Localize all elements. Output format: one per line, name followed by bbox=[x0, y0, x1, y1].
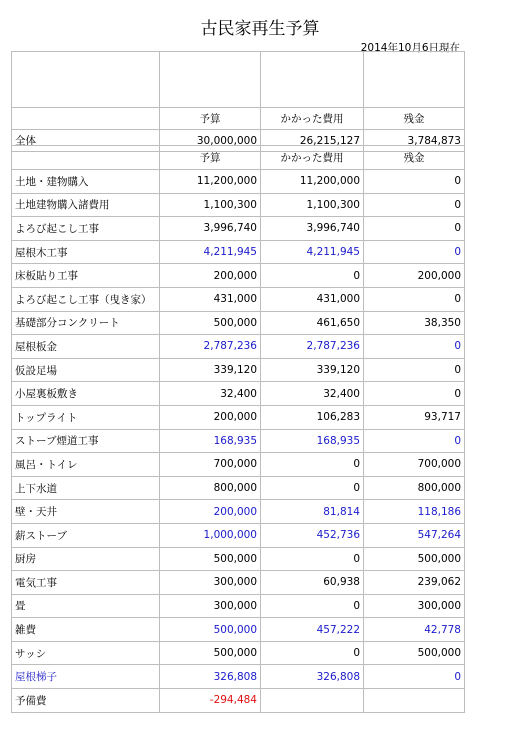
header-spent: かかった費用 bbox=[261, 108, 364, 130]
row-remaining bbox=[364, 689, 465, 713]
row-budget: 339,120 bbox=[160, 358, 261, 382]
row-budget: 326,808 bbox=[160, 665, 261, 689]
row-remaining: 93,717 bbox=[364, 405, 465, 429]
blank-cell bbox=[364, 52, 465, 108]
row-budget: 700,000 bbox=[160, 453, 261, 477]
blank-cell bbox=[12, 52, 160, 108]
row-label: 上下水道 bbox=[12, 476, 160, 500]
row-label: 予備費 bbox=[12, 689, 160, 713]
summary-table bbox=[11, 51, 465, 152]
row-remaining: 239,062 bbox=[364, 571, 465, 595]
row-budget: 168,935 bbox=[160, 429, 261, 453]
row-remaining: 0 bbox=[364, 429, 465, 453]
row-label: 床板貼り工事 bbox=[12, 264, 160, 288]
row-label: 屋根梯子 bbox=[12, 665, 160, 689]
row-label: 電気工事 bbox=[12, 571, 160, 595]
row-budget: 1,100,300 bbox=[160, 193, 261, 217]
table-row bbox=[12, 453, 465, 477]
row-spent: 168,935 bbox=[261, 429, 364, 453]
table-row bbox=[12, 618, 465, 642]
summary-blank-row bbox=[12, 52, 465, 108]
table-row bbox=[12, 335, 465, 359]
row-remaining: 0 bbox=[364, 287, 465, 311]
table-row bbox=[12, 594, 465, 618]
table-row bbox=[12, 571, 465, 595]
row-budget: 500,000 bbox=[160, 641, 261, 665]
table-row bbox=[12, 547, 465, 571]
table-row bbox=[12, 429, 465, 453]
row-label: トップライト bbox=[12, 405, 160, 429]
row-budget: 431,000 bbox=[160, 287, 261, 311]
budget-detail-table bbox=[11, 145, 465, 713]
detail-body bbox=[12, 170, 465, 713]
row-remaining: 42,778 bbox=[364, 618, 465, 642]
table-row bbox=[12, 641, 465, 665]
row-spent: 461,650 bbox=[261, 311, 364, 335]
row-spent: 0 bbox=[261, 594, 364, 618]
header-spent: かかった費用 bbox=[261, 146, 364, 170]
row-budget: -294,484 bbox=[160, 689, 261, 713]
row-label: 基礎部分コンクリート bbox=[12, 311, 160, 335]
row-budget: 4,211,945 bbox=[160, 240, 261, 264]
row-spent: 106,283 bbox=[261, 405, 364, 429]
row-label: 屋根木工事 bbox=[12, 240, 160, 264]
table-row bbox=[12, 523, 465, 547]
row-budget: 500,000 bbox=[160, 618, 261, 642]
table-row bbox=[12, 382, 465, 406]
row-spent: 0 bbox=[261, 453, 364, 477]
row-remaining: 38,350 bbox=[364, 311, 465, 335]
header-remaining: 残金 bbox=[364, 108, 465, 130]
row-remaining: 200,000 bbox=[364, 264, 465, 288]
row-label: 畳 bbox=[12, 594, 160, 618]
row-budget: 200,000 bbox=[160, 405, 261, 429]
row-remaining: 500,000 bbox=[364, 641, 465, 665]
table-row bbox=[12, 217, 465, 241]
row-remaining: 0 bbox=[364, 382, 465, 406]
row-spent: 32,400 bbox=[261, 382, 364, 406]
row-spent: 0 bbox=[261, 547, 364, 571]
summary-remaining: 3,784,873 bbox=[364, 130, 465, 152]
row-label: よろび起こし工事 bbox=[12, 217, 160, 241]
row-remaining: 118,186 bbox=[364, 500, 465, 524]
row-label: 屋根板金 bbox=[12, 335, 160, 359]
table-row bbox=[12, 311, 465, 335]
table-row bbox=[12, 287, 465, 311]
row-remaining: 0 bbox=[364, 193, 465, 217]
row-spent: 326,808 bbox=[261, 665, 364, 689]
row-label: よろび起こし工事（曳き家） bbox=[12, 287, 160, 311]
row-spent: 431,000 bbox=[261, 287, 364, 311]
row-budget: 300,000 bbox=[160, 594, 261, 618]
row-spent: 452,736 bbox=[261, 523, 364, 547]
row-label: 仮設足場 bbox=[12, 358, 160, 382]
row-budget: 200,000 bbox=[160, 500, 261, 524]
row-budget: 11,200,000 bbox=[160, 170, 261, 194]
table-row bbox=[12, 405, 465, 429]
row-budget: 2,787,236 bbox=[160, 335, 261, 359]
row-spent: 60,938 bbox=[261, 571, 364, 595]
row-budget: 1,000,000 bbox=[160, 523, 261, 547]
blank-cell bbox=[160, 52, 261, 108]
row-spent: 4,211,945 bbox=[261, 240, 364, 264]
table-row bbox=[12, 240, 465, 264]
header-budget: 予算 bbox=[160, 108, 261, 130]
row-budget: 300,000 bbox=[160, 571, 261, 595]
summary-budget: 30,000,000 bbox=[160, 130, 261, 152]
row-label: 薪ストーブ bbox=[12, 523, 160, 547]
summary-spent: 26,215,127 bbox=[261, 130, 364, 152]
row-spent: 0 bbox=[261, 641, 364, 665]
row-remaining: 0 bbox=[364, 358, 465, 382]
row-spent bbox=[261, 689, 364, 713]
blank-cell bbox=[261, 52, 364, 108]
table-row bbox=[12, 500, 465, 524]
table-row bbox=[12, 476, 465, 500]
row-remaining: 0 bbox=[364, 217, 465, 241]
detail-header-row bbox=[12, 146, 465, 170]
row-label: 小屋裏板敷き bbox=[12, 382, 160, 406]
table-row bbox=[12, 358, 465, 382]
row-budget: 32,400 bbox=[160, 382, 261, 406]
row-label: ストーブ煙道工事 bbox=[12, 429, 160, 453]
row-label: 土地・建物購入 bbox=[12, 170, 160, 194]
summary-label: 全体 bbox=[12, 130, 160, 152]
row-remaining: 500,000 bbox=[364, 547, 465, 571]
header-remaining: 残金 bbox=[364, 146, 465, 170]
row-remaining: 0 bbox=[364, 665, 465, 689]
row-spent: 457,222 bbox=[261, 618, 364, 642]
row-spent: 0 bbox=[261, 264, 364, 288]
row-spent: 1,100,300 bbox=[261, 193, 364, 217]
row-label: 土地建物購入諸費用 bbox=[12, 193, 160, 217]
row-spent: 0 bbox=[261, 476, 364, 500]
row-remaining: 800,000 bbox=[364, 476, 465, 500]
row-budget: 500,000 bbox=[160, 547, 261, 571]
table-row bbox=[12, 689, 465, 713]
row-remaining: 300,000 bbox=[364, 594, 465, 618]
table-row bbox=[12, 170, 465, 194]
row-remaining: 0 bbox=[364, 335, 465, 359]
blank-cell bbox=[12, 146, 160, 170]
row-budget: 200,000 bbox=[160, 264, 261, 288]
row-budget: 3,996,740 bbox=[160, 217, 261, 241]
row-spent: 3,996,740 bbox=[261, 217, 364, 241]
page-title: 古民家再生予算 bbox=[200, 19, 320, 39]
row-budget: 500,000 bbox=[160, 311, 261, 335]
blank-cell bbox=[12, 108, 160, 130]
as-of-date: 2014年10月6日現在 bbox=[360, 42, 460, 54]
row-remaining: 700,000 bbox=[364, 453, 465, 477]
row-spent: 11,200,000 bbox=[261, 170, 364, 194]
row-budget: 800,000 bbox=[160, 476, 261, 500]
row-remaining: 547,264 bbox=[364, 523, 465, 547]
row-remaining: 0 bbox=[364, 170, 465, 194]
row-label: 厨房 bbox=[12, 547, 160, 571]
row-spent: 2,787,236 bbox=[261, 335, 364, 359]
row-remaining: 0 bbox=[364, 240, 465, 264]
header-budget: 予算 bbox=[160, 146, 261, 170]
row-label: サッシ bbox=[12, 641, 160, 665]
row-label: 壁・天井 bbox=[12, 500, 160, 524]
row-label: 雑費 bbox=[12, 618, 160, 642]
row-label: 風呂・トイレ bbox=[12, 453, 160, 477]
table-row bbox=[12, 193, 465, 217]
summary-header-row bbox=[12, 108, 465, 130]
row-spent: 81,814 bbox=[261, 500, 364, 524]
table-row bbox=[12, 264, 465, 288]
row-spent: 339,120 bbox=[261, 358, 364, 382]
table-row bbox=[12, 665, 465, 689]
